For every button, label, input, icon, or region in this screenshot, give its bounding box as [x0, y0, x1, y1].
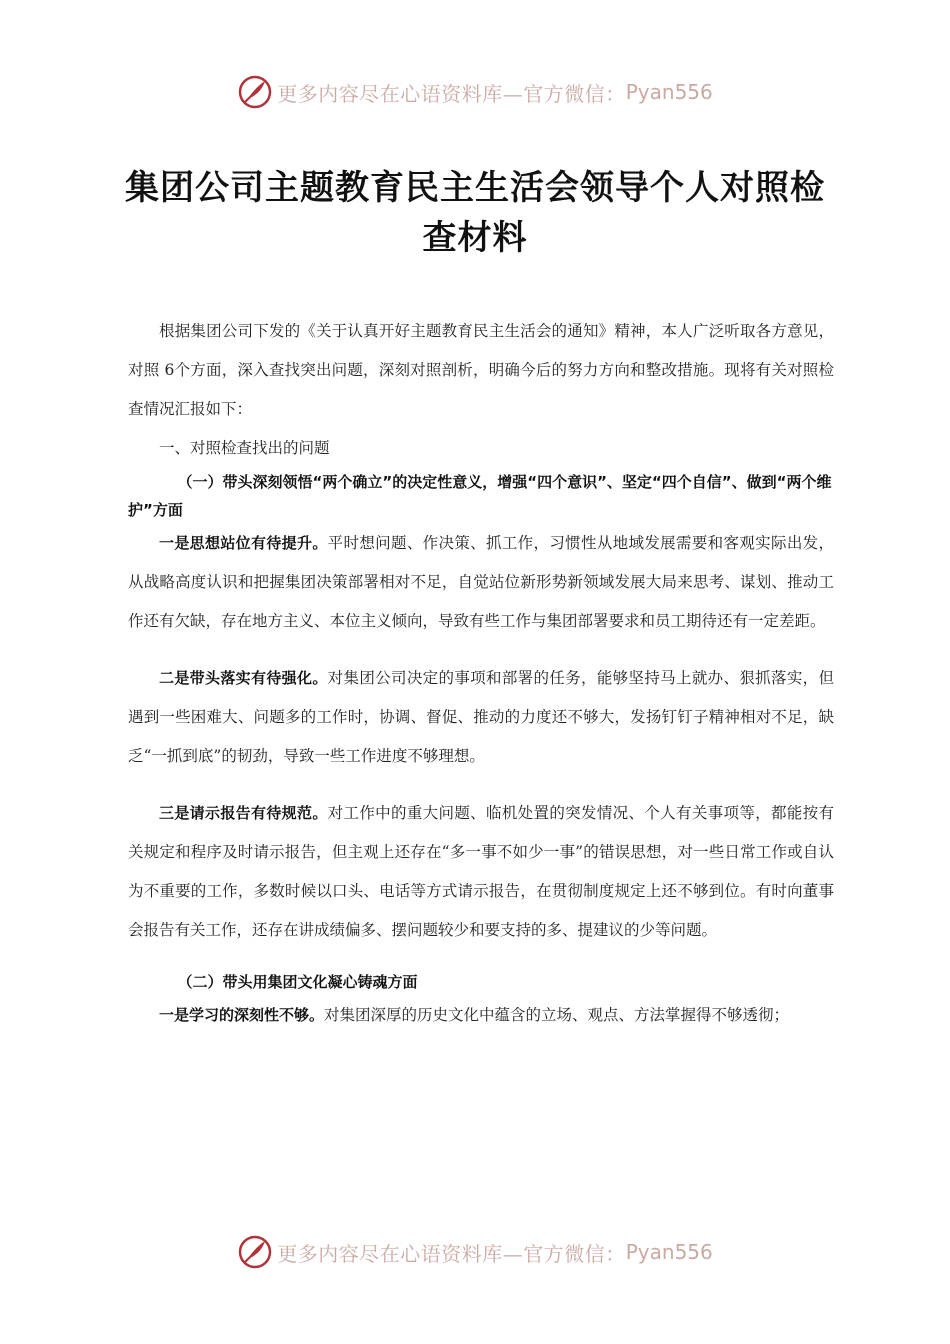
subsection-heading-1: （一）带头深刻领悟“两个确立”的决定性意义，增强“四个意识”、坚定“四个自信”、做到“两个维护”方面	[128, 473, 832, 519]
title-line-1: 集团公司主题教育民主生活会领导个人对照检	[125, 168, 825, 208]
item-lead: 二是带头落实有待强化。	[159, 669, 328, 687]
item-paragraph	[128, 659, 834, 776]
item-lead: 三是请示报告有待规范。	[159, 804, 328, 822]
watermark-handle: Pyan556	[625, 1240, 713, 1264]
watermark-text: 更多内容尽在心语资料库—官方微信：	[277, 81, 626, 106]
feather-logo-icon	[237, 1234, 273, 1270]
watermark-text: 更多内容尽在心语资料库—官方微信：	[277, 1241, 626, 1266]
item-lead: 一是学习的深刻性不够。	[159, 1006, 325, 1024]
item-paragraph	[128, 794, 834, 950]
title-line-2: 查材料	[422, 218, 528, 258]
section-heading-1: 一、对照检查找出的问题	[159, 439, 330, 457]
feather-logo-icon	[237, 74, 273, 110]
intro-paragraph: 根据集团公司下发的《关于认真开好主题教育民主生活会的通知》精神，本人广泛听取各方意见，对照 6个方面，深入查找突出问题，深刻对照剖析，明确今后的努力方向和整改措施。现将有关对照检查情况汇报如下：	[128, 322, 834, 418]
page-title	[100, 163, 850, 263]
watermark-header	[0, 72, 950, 112]
watermark-footer	[0, 1232, 950, 1272]
item-text: 平时想问题、作决策、抓工作，习惯性从地域发展需要和客观实际出发，从战略高度认识和把握集团决策部署相对不足，自觉站位新形势新领域发展大局来思考、谋划、推动工作还有欠缺，存在地方主义、本位主义倾向，导致有些工作与集团部署要求和员工期待还有一定差距。	[128, 534, 834, 630]
item-paragraph	[128, 996, 834, 1035]
subsection-heading-2: （二）带头用集团文化凝心铸魂方面	[177, 973, 418, 991]
item-text: 对集团深厚的历史文化中蕴含的立场、观点、方法掌握得不够透彻；	[324, 1006, 790, 1024]
item-lead: 一是思想站位有待提升。	[159, 534, 328, 552]
item-paragraph	[128, 524, 834, 641]
watermark-handle: Pyan556	[625, 80, 713, 104]
item-text: 对工作中的重大问题、临机处置的突发情况、个人有关事项等，都能按有关规定和程序及时请示报告，但主观上还存在“多一事不如少一事”的错误思想，对一些日常工作或自认为不重要的工作，多数时候以口头、电话等方式请示报告，在贯彻制度规定上还不够到位。有时向董事会报告有关工作，还存在讲成绩偏多、摆问题较少和要支持的多、提建议的少等问题。	[128, 804, 834, 939]
item-text: 对集团公司决定的事项和部署的任务，能够坚持马上就办、狠抓落实，但遇到一些困难大、问题多的工作时，协调、督促、推动的力度还不够大，发扬钉钉子精神相对不足，缺乏“一抓到底”的韧劲，导致一些工作进度不够理想。	[128, 669, 834, 765]
document-body	[128, 312, 834, 1035]
